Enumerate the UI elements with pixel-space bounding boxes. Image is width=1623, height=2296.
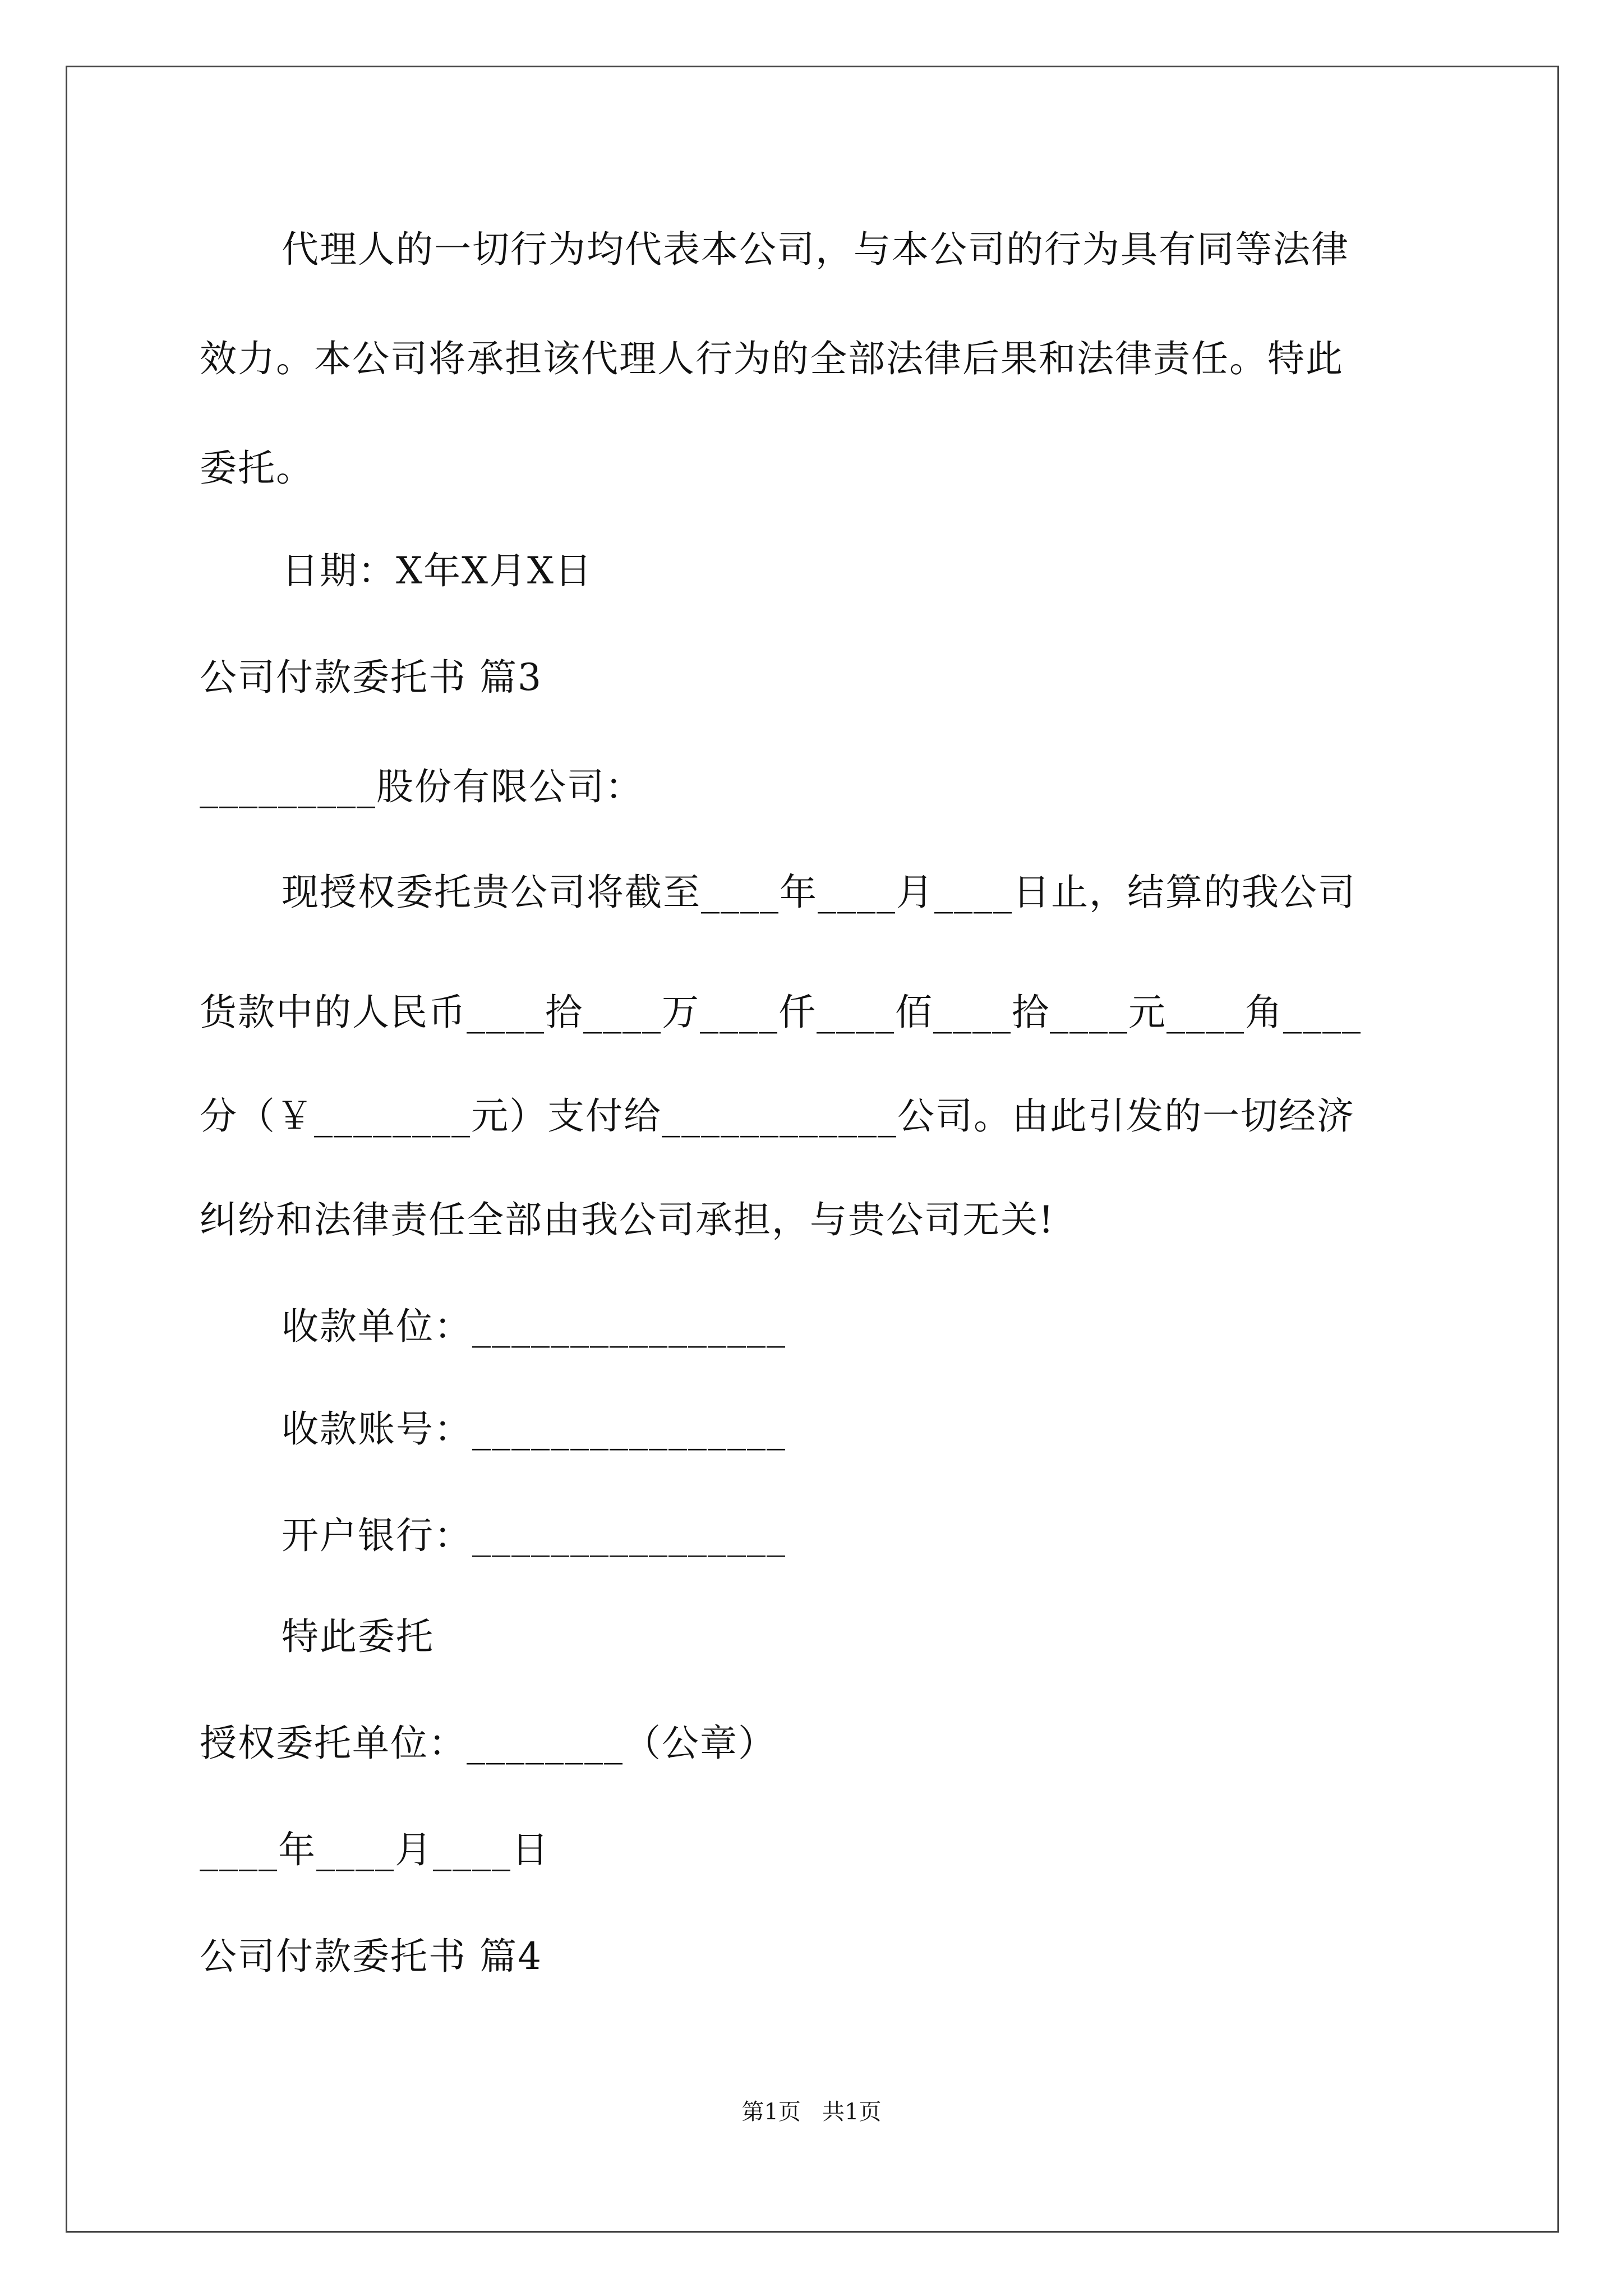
body-line-2: 货款中的人民币____拾____万____仟____佰____拾____元____角____ (200, 991, 1362, 1034)
paragraph-line-1: 代理人的一切行为均代表本公司，与本公司的行为具有同等法律 (282, 228, 1349, 271)
paragraph-line-2: 效力。本公司将承担该代理人行为的全部法律后果和法律责任。特此 (200, 337, 1344, 380)
signature-date-line: ____年____月____日 (200, 1828, 550, 1871)
section-heading-3: 公司付款委托书 篇3 (200, 656, 542, 699)
page-border (66, 66, 1559, 2233)
authorizing-unit-line: 授权委托单位：________（公章） (200, 1722, 776, 1765)
addressee-line: _________股份有限公司： (200, 765, 643, 808)
paragraph-line-3: 委托。 (200, 447, 314, 490)
payee-account-field: 收款账号：________________ (282, 1407, 786, 1451)
payee-unit-field: 收款单位：________________ (282, 1305, 786, 1348)
body-line-1: 现授权委托贵公司将截至____年____月____日止，结算的我公司 (282, 871, 1356, 914)
body-line-4: 纠纷和法律责任全部由我公司承担，与贵公司无关! (200, 1198, 1055, 1241)
closing-line: 特此委托 (282, 1615, 434, 1658)
page-footer: 第1页 共1页 (741, 2099, 882, 2125)
bank-field: 开户银行：________________ (282, 1514, 786, 1557)
section-heading-4: 公司付款委托书 篇4 (200, 1935, 542, 1978)
date-line: 日期：X年X月X日 (282, 549, 593, 592)
body-line-3: 分（￥________元）支付给____________公司。由此引发的一切经济 (200, 1094, 1355, 1138)
